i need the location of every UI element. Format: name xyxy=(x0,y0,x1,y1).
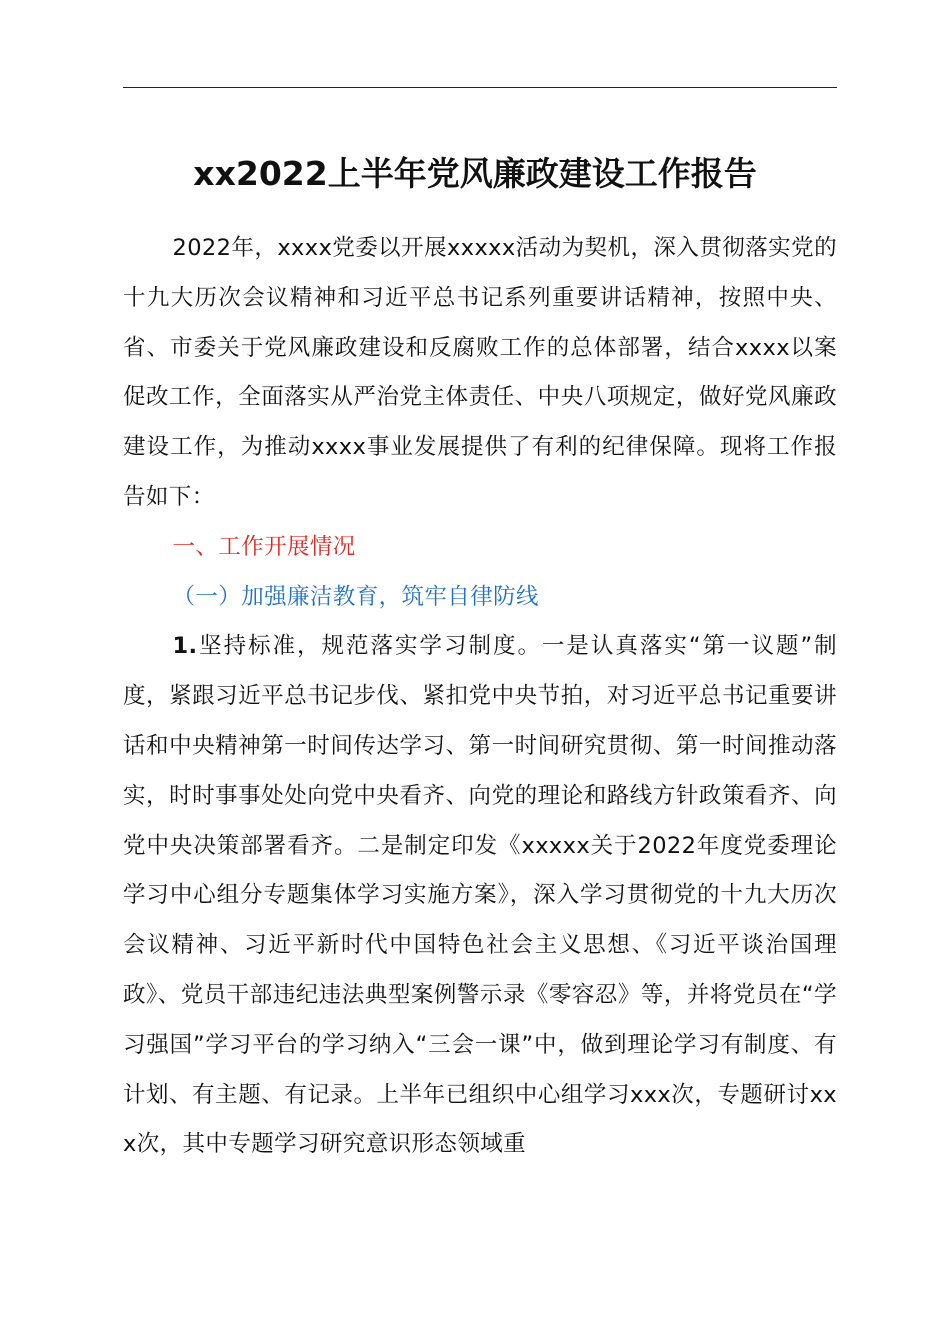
item-number: 1. xyxy=(172,633,198,660)
document-body xyxy=(123,224,837,1170)
item-paragraph xyxy=(123,622,837,1170)
intro-paragraph: 2022年，xxxx党委以开展xxxxx活动为契机，深入贯彻落实党的十九大历次会议精神和习近平总书记系列重要讲话精神，按照中央、省、市委关于党风廉政建设和反腐败工作的总体部署，结合xxxx以案促改工作，全面落实从严治党主体责任、中央八项规定，做好党风廉政建设工作，为推动xxxx事业发展提供了有利的纪律保障。现将工作报告如下： xyxy=(123,235,837,510)
subsection-heading: （一）加强廉洁教育，筑牢自律防线 xyxy=(172,583,539,610)
section-heading: 一、工作开展情况 xyxy=(172,533,356,560)
header-rule xyxy=(123,87,837,88)
item-text: 坚持标准，规范落实学习制度。一是认真落实“第一议题”制度，紧跟习近平总书记步伐、紧扣党中央节拍，对习近平总书记重要讲话和中央精神第一时间传达学习、第一时间研究贯彻、第一时间推动落实，时时事事处处向党中央看齐、向党的理论和路线方针政策看齐、向党中央决策部署看齐。二是制定印发《xxxxx关于2022年度党委理论学习中心组分专题集体学习实施方案》，深入学习贯彻党的十九大历次会议精神、习近平新时代中国特色社会主义思想、《习近平谈治国理政》、党员干部违纪违法典型案例警示录《零容忍》等，并将党员在“学习强国”学习平台的学习纳入“三会一课”中，做到理论学习有制度、有计划、有主题、有记录。上半年已组织中心组学习xxx次，专题研讨xxx次，其中专题学习研究意识形态领域重 xyxy=(123,633,837,1158)
document-title: xx2022上半年党风廉政建设工作报告 xyxy=(193,154,757,193)
